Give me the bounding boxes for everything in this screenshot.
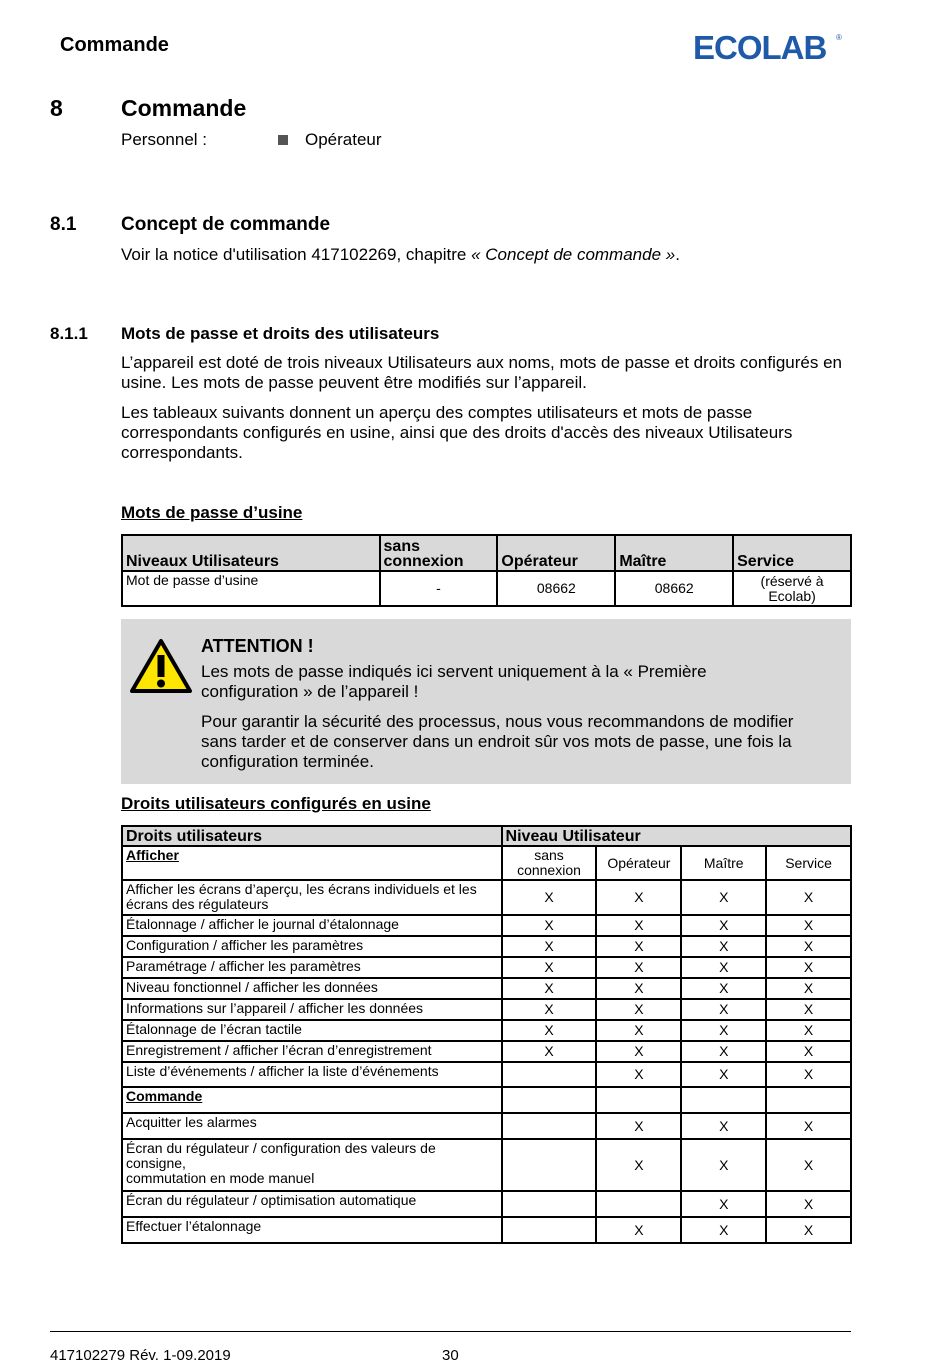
right-label: Afficher les écrans d’aperçu, les écrans individuels et les écrans des régulateurs xyxy=(122,880,502,915)
subsubsection-number: 8.1.1 xyxy=(50,324,88,343)
table-row xyxy=(122,1087,851,1113)
level-name: sans connexion xyxy=(502,846,597,880)
paragraph-1: L’appareil est doté de trois niveaux Utilisateurs aux noms, mots de passe et droits configurés en usine. Les mots de passe peuvent être modifiés sur l’appareil. xyxy=(121,353,842,392)
permission-cell: X xyxy=(766,880,851,915)
warning-paragraph-2: Pour garantir la sécurité des processus, nous vous recommandons de modifier sans tarder et de conserver dans un endroit sûr vos mots de passe, une fois la configuration terminée. xyxy=(201,712,794,771)
table-row xyxy=(122,978,851,999)
permission-cell: X xyxy=(596,999,681,1020)
logo-mark: ® xyxy=(836,33,842,42)
level-name: Service xyxy=(766,846,851,880)
right-label: Informations sur l’appareil / afficher les données xyxy=(122,999,502,1020)
permission-cell: X xyxy=(766,1113,851,1139)
section-number: 8 xyxy=(50,95,63,121)
footer-divider xyxy=(50,1331,851,1332)
permission-cell: X xyxy=(596,1217,681,1243)
passwords-table xyxy=(121,534,852,607)
password-value: 08662 xyxy=(497,571,615,606)
permission-cell: X xyxy=(766,1191,851,1217)
permission-cell: X xyxy=(681,1139,766,1191)
password-value: 08662 xyxy=(615,571,733,606)
permission-cell: X xyxy=(596,978,681,999)
permission-cell: X xyxy=(766,1020,851,1041)
header-title: Commande xyxy=(60,34,169,56)
footer-page-number: 30 xyxy=(442,1347,459,1364)
rights-table xyxy=(121,825,852,1244)
table-row xyxy=(122,1139,851,1191)
permission-cell: X xyxy=(681,978,766,999)
table-row xyxy=(122,1113,851,1139)
level-header: Niveau Utilisateur xyxy=(502,826,851,846)
ecolab-logo xyxy=(693,28,843,64)
permission-cell: X xyxy=(596,957,681,978)
permission-cell: X xyxy=(502,936,597,957)
header-cell: sans connexion xyxy=(380,535,498,571)
permission-cell: X xyxy=(681,915,766,936)
empty-cell xyxy=(596,1087,681,1113)
right-label: Écran du régulateur / optimisation automatique xyxy=(122,1191,502,1217)
level-name: Opérateur xyxy=(596,846,681,880)
right-label: Étalonnage de l’écran tactile xyxy=(122,1020,502,1041)
footer-document-number: 417102279 Rév. 1-09.2019 xyxy=(50,1347,231,1364)
permission-cell: X xyxy=(596,1020,681,1041)
permission-cell: X xyxy=(596,1062,681,1087)
permission-cell: X xyxy=(766,978,851,999)
password-value: (réservé à Ecolab) xyxy=(733,571,851,606)
permission-cell xyxy=(502,1139,597,1191)
subsection-number: 8.1 xyxy=(50,214,77,235)
concept-text: Voir la notice d'utilisation 417102269, chapitre xyxy=(121,245,472,264)
permission-cell: X xyxy=(766,999,851,1020)
table-row xyxy=(122,957,851,978)
right-label: Étalonnage / afficher le journal d’étalonnage xyxy=(122,915,502,936)
logo-text: ECOLAB xyxy=(693,29,827,64)
empty-cell xyxy=(681,1087,766,1113)
permission-cell xyxy=(502,1062,597,1087)
table-row xyxy=(122,1217,851,1243)
permission-cell: X xyxy=(766,936,851,957)
permission-cell: X xyxy=(766,1217,851,1243)
right-label: Écran du régulateur / configuration des valeurs de consigne, commutation en mode manuel xyxy=(122,1139,502,1191)
table-row xyxy=(122,1062,851,1087)
concept-paragraph xyxy=(121,245,680,265)
warning-title: ATTENTION ! xyxy=(201,636,314,656)
table-row xyxy=(122,880,851,915)
table-row xyxy=(122,1191,851,1217)
table-row xyxy=(122,936,851,957)
empty-cell xyxy=(502,1087,597,1113)
permission-cell: X xyxy=(596,1041,681,1062)
row-label: Mot de passe d’usine xyxy=(122,571,380,606)
table-row xyxy=(122,1041,851,1062)
permission-cell: X xyxy=(681,1020,766,1041)
right-label: Niveau fonctionnel / afficher les données xyxy=(122,978,502,999)
permission-cell: X xyxy=(681,999,766,1020)
passwords-table-title: Mots de passe d’usine xyxy=(121,503,303,522)
permission-cell: X xyxy=(596,880,681,915)
permission-cell: X xyxy=(766,1139,851,1191)
permission-cell xyxy=(596,1191,681,1217)
header-cell: Maître xyxy=(615,535,733,571)
table-row xyxy=(122,915,851,936)
permission-cell: X xyxy=(502,1020,597,1041)
permission-cell: X xyxy=(502,1041,597,1062)
password-value: - xyxy=(380,571,498,606)
group-label-afficher: Afficher xyxy=(122,846,502,880)
permission-cell: X xyxy=(502,957,597,978)
subsubsection-title: Mots de passe et droits des utilisateurs xyxy=(121,324,440,343)
permission-cell: X xyxy=(502,999,597,1020)
permission-cell: X xyxy=(681,880,766,915)
permission-cell: X xyxy=(502,880,597,915)
permission-cell: X xyxy=(596,1139,681,1191)
level-name: Maître xyxy=(681,846,766,880)
empty-cell xyxy=(766,1087,851,1113)
right-label: Configuration / afficher les paramètres xyxy=(122,936,502,957)
group-label-commande: Commande xyxy=(122,1087,502,1113)
warning-paragraph-1: Les mots de passe indiqués ici servent uniquement à la « Première configuration » de l’appareil ! xyxy=(201,662,707,701)
permission-cell xyxy=(502,1217,597,1243)
header-cell: Niveaux Utilisateurs xyxy=(122,535,380,571)
permission-cell: X xyxy=(681,1041,766,1062)
bullet-square-icon xyxy=(278,135,288,145)
permission-cell: X xyxy=(681,957,766,978)
right-label: Liste d’événements / afficher la liste d’événements xyxy=(122,1062,502,1087)
permission-cell: X xyxy=(766,1062,851,1087)
paragraph-2: Les tableaux suivants donnent un aperçu des comptes utilisateurs et mots de passe correspondants configurés en usine, ainsi que des droits d'accès des niveaux Utilisateurs correspondants. xyxy=(121,403,793,462)
permission-cell xyxy=(502,1113,597,1139)
permission-cell: X xyxy=(596,936,681,957)
concept-suffix: . xyxy=(675,245,680,264)
permission-cell: X xyxy=(596,1113,681,1139)
permission-cell: X xyxy=(766,1041,851,1062)
rights-table-title: Droits utilisateurs configurés en usine xyxy=(121,794,431,813)
personnel-value: Opérateur xyxy=(305,130,382,149)
header-cell: Service xyxy=(733,535,851,571)
header-cell: Opérateur xyxy=(497,535,615,571)
right-label: Acquitter les alarmes xyxy=(122,1113,502,1139)
right-label: Paramétrage / afficher les paramètres xyxy=(122,957,502,978)
permission-cell xyxy=(502,1191,597,1217)
warning-triangle-icon xyxy=(129,638,193,694)
right-label: Effectuer l’étalonnage xyxy=(122,1217,502,1243)
rights-header: Droits utilisateurs xyxy=(122,826,502,846)
table-row xyxy=(122,999,851,1020)
table-row xyxy=(122,1020,851,1041)
permission-cell: X xyxy=(502,978,597,999)
section-title: Commande xyxy=(121,95,247,121)
permission-cell: X xyxy=(596,915,681,936)
concept-reference: « Concept de commande » xyxy=(471,245,676,264)
permission-cell: X xyxy=(766,957,851,978)
permission-cell: X xyxy=(681,1191,766,1217)
permission-cell: X xyxy=(681,936,766,957)
permission-cell: X xyxy=(681,1113,766,1139)
subsection-title: Concept de commande xyxy=(121,214,331,235)
personnel-label: Personnel : xyxy=(121,130,207,149)
permission-cell: X xyxy=(681,1217,766,1243)
permission-cell: X xyxy=(502,915,597,936)
right-label: Enregistrement / afficher l’écran d’enregistrement xyxy=(122,1041,502,1062)
permission-cell: X xyxy=(766,915,851,936)
permission-cell: X xyxy=(681,1062,766,1087)
